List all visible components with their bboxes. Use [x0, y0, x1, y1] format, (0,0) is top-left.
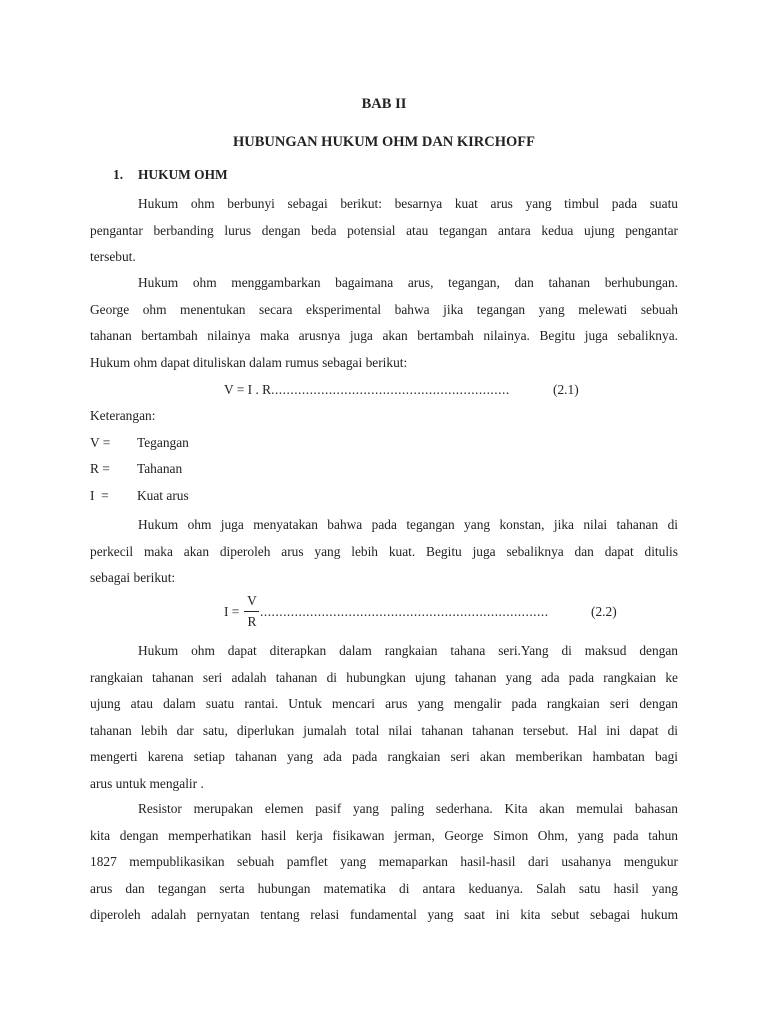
equation-leader-dots: ...........................................................................	[260, 604, 549, 619]
legend-symbol: R =	[90, 461, 110, 476]
equation-2-1	[224, 382, 510, 398]
text-line: Hukum ohm berbunyi sebagai berikut: besarnya kuat arus yang timbul pada suatu	[138, 196, 678, 211]
text-line: mengerti karena setiap tahanan yang ada pada rangkaian seri akan memberikan hambatan bagi	[90, 749, 678, 765]
text-line: George ohm menentukan secara eksperimental bahwa jika tegangan yang melewati sebuah	[90, 301, 678, 317]
text-line: tahanan bertambah nilainya maka arusnya juga akan bertambah nilainya. Begitu juga sebaliknya.	[90, 328, 678, 344]
text-line: pengantar berbanding lurus dengan beda potensial atau tegangan antara kedua ujung pengantar	[90, 222, 678, 238]
fraction-numerator: V	[247, 593, 257, 608]
legend-description: Kuat arus	[137, 488, 189, 503]
text-line: sebagai berikut:	[90, 570, 176, 586]
equation-leader-dots: ..............................................................	[271, 382, 510, 397]
chapter-heading: BAB II	[361, 96, 407, 112]
section-number: 1.	[113, 167, 124, 182]
text-line: arus untuk mengalir .	[90, 775, 204, 791]
equation-number: (2.2)	[591, 604, 617, 619]
text-line: kita dengan memperhatikan hasil kerja fisikawan jerman, George Simon Ohm, yang pada tahun	[90, 827, 678, 843]
text-line: Hukum ohm dapat diterapkan dalam rangkaian tahana seri.Yang di maksud dengan	[138, 643, 678, 658]
text-line: arus dan tegangan serta hubungan matematika di antara keduanya. Salah satu hasil yang	[90, 880, 678, 896]
legend-symbol: V =	[90, 435, 111, 450]
legend-symbol: I =	[90, 488, 109, 503]
equation-formula: V = I . R	[224, 382, 272, 397]
text-line: ujung atau dalam suatu rantai. Untuk mencari arus yang mengalir pada rangkaian seri dengan	[90, 696, 678, 712]
legend-description: Tahanan	[137, 461, 183, 476]
fraction-denominator: R	[247, 614, 257, 629]
section-heading: HUKUM OHM	[138, 167, 228, 182]
equation-lhs: I =	[224, 604, 240, 619]
legend-description: Tegangan	[137, 435, 189, 450]
fraction-bar	[244, 611, 259, 612]
chapter-title: HUBUNGAN HUKUM OHM DAN KIRCHOFF	[232, 134, 536, 150]
text-line: tersebut.	[90, 249, 136, 265]
text-line: 1827 mempublikasikan sebuah pamflet yang memaparkan hasil-hasil dari usahanya mengukur	[90, 854, 678, 870]
text-line: perkecil maka akan diperoleh arus yang lebih kuat. Begitu juga sebaliknya dan dapat ditulis	[90, 543, 678, 559]
paragraph-2	[90, 270, 678, 376]
equation-number: (2.1)	[553, 382, 579, 397]
text-line: Resistor merupakan elemen pasif yang paling sederhana. Kita akan memulai bahasan	[138, 801, 678, 816]
text-line: tahanan lebih dar satu, diperlukan jumalah total nilai tahanan tahanan tersebut. Hal ini dapat di	[90, 722, 678, 738]
text-line: Hukum ohm juga menyatakan bahwa pada tegangan yang konstan, jika nilai tahanan di	[138, 517, 678, 532]
paragraph-4	[90, 638, 678, 798]
keterangan-label: Keterangan:	[90, 408, 156, 423]
paragraph-5	[90, 796, 678, 929]
paragraph-3	[90, 512, 678, 592]
text-line: rangkaian tahanan seri adalah tahanan di hubungkan ujung tahanan yang ada pada rangkaian ke	[90, 669, 678, 685]
text-line: diperoleh adalah pernyatan tentang relasi fundamental yang saat ini kita sebut sebagai hukum	[90, 907, 678, 923]
text-line: Hukum ohm dapat dituliskan dalam rumus sebagai berikut:	[90, 354, 408, 370]
paragraph-1	[90, 191, 678, 271]
text-line: Hukum ohm menggambarkan bagaimana arus, tegangan, dan tahanan berhubungan.	[138, 275, 678, 290]
